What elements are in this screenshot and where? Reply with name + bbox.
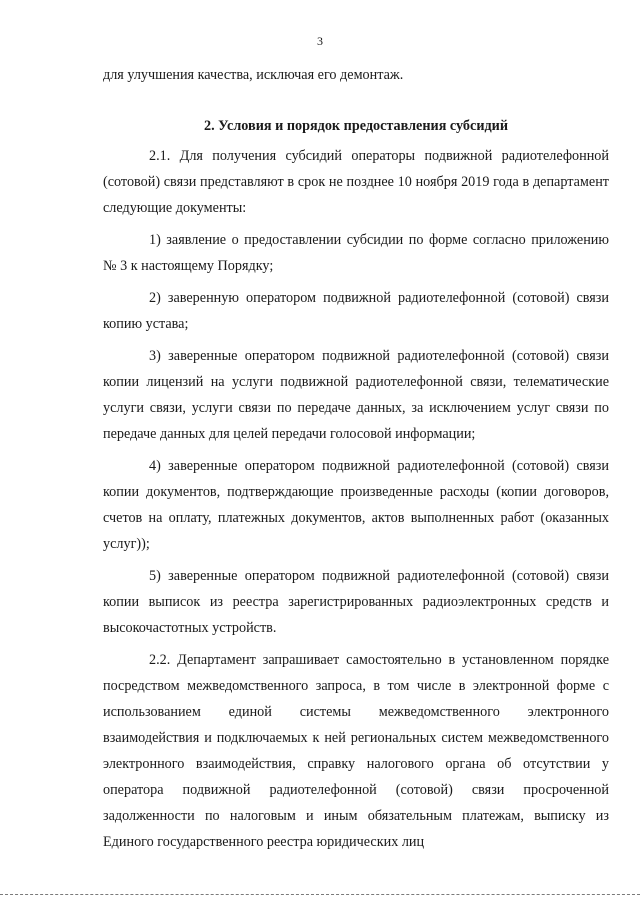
clause-2-1-item-3: 3) заверенные оператором подвижной радиотелефонной (сотовой) связи копии лицензий на услуги подвижной радиотелефонной связи, телематические услуги связи, услуги связи по передаче данных, за исключением услуг связи по передаче данных для целей передачи голосовой информации; [103, 348, 609, 442]
clause-2-1-item-1: 1) заявление о предоставлении субсидии по форме согласно приложению № 3 к настоящему Порядку; [103, 232, 609, 274]
clause-2-1-intro: 2.1. Для получения субсидий операторы подвижной радиотелефонной (сотовой) связи представляют в срок не позднее 10 ноября 2019 года в департамент следующие документы: [103, 148, 609, 216]
clause-2-1-item-2: 2) заверенную оператором подвижной радиотелефонной (сотовой) связи копию устава; [103, 290, 609, 332]
section-heading: 2. Условия и порядок предоставления субсидий [203, 118, 509, 134]
scan-edge-line [0, 894, 640, 896]
continuation-line: для улучшения качества, исключая его демонтаж. [103, 67, 404, 83]
clause-2-1-item-5: 5) заверенные оператором подвижной радиотелефонной (сотовой) связи копии выписок из реестра зарегистрированных радиоэлектронных средств и высокочастотных устройств. [103, 568, 609, 636]
document-body [103, 62, 609, 855]
clause-2-2: 2.2. Департамент запрашивает самостоятельно в установленном порядке посредством межведомственного запроса, в том числе в электронной форме с использованием единой системы межведомственного электронного взаимодействия и подключаемых к ней региональных систем межведомственного электронного взаимодействия, справку налогового органа об отсутствии у оператора подвижной радиотелефонной (сотовой) связи просроченной задолженности по налоговым и иным обязательным платежам, выписку из Единого государственного реестра юридических лиц [103, 652, 609, 850]
clause-2-1-item-4: 4) заверенные оператором подвижной радиотелефонной (сотовой) связи копии документов, подтверждающие произведенные расходы (копии договоров, счетов на оплату, платежных документов, актов выполненных работ (оказанных услуг)); [103, 458, 609, 552]
page-number: 3 [317, 34, 323, 48]
